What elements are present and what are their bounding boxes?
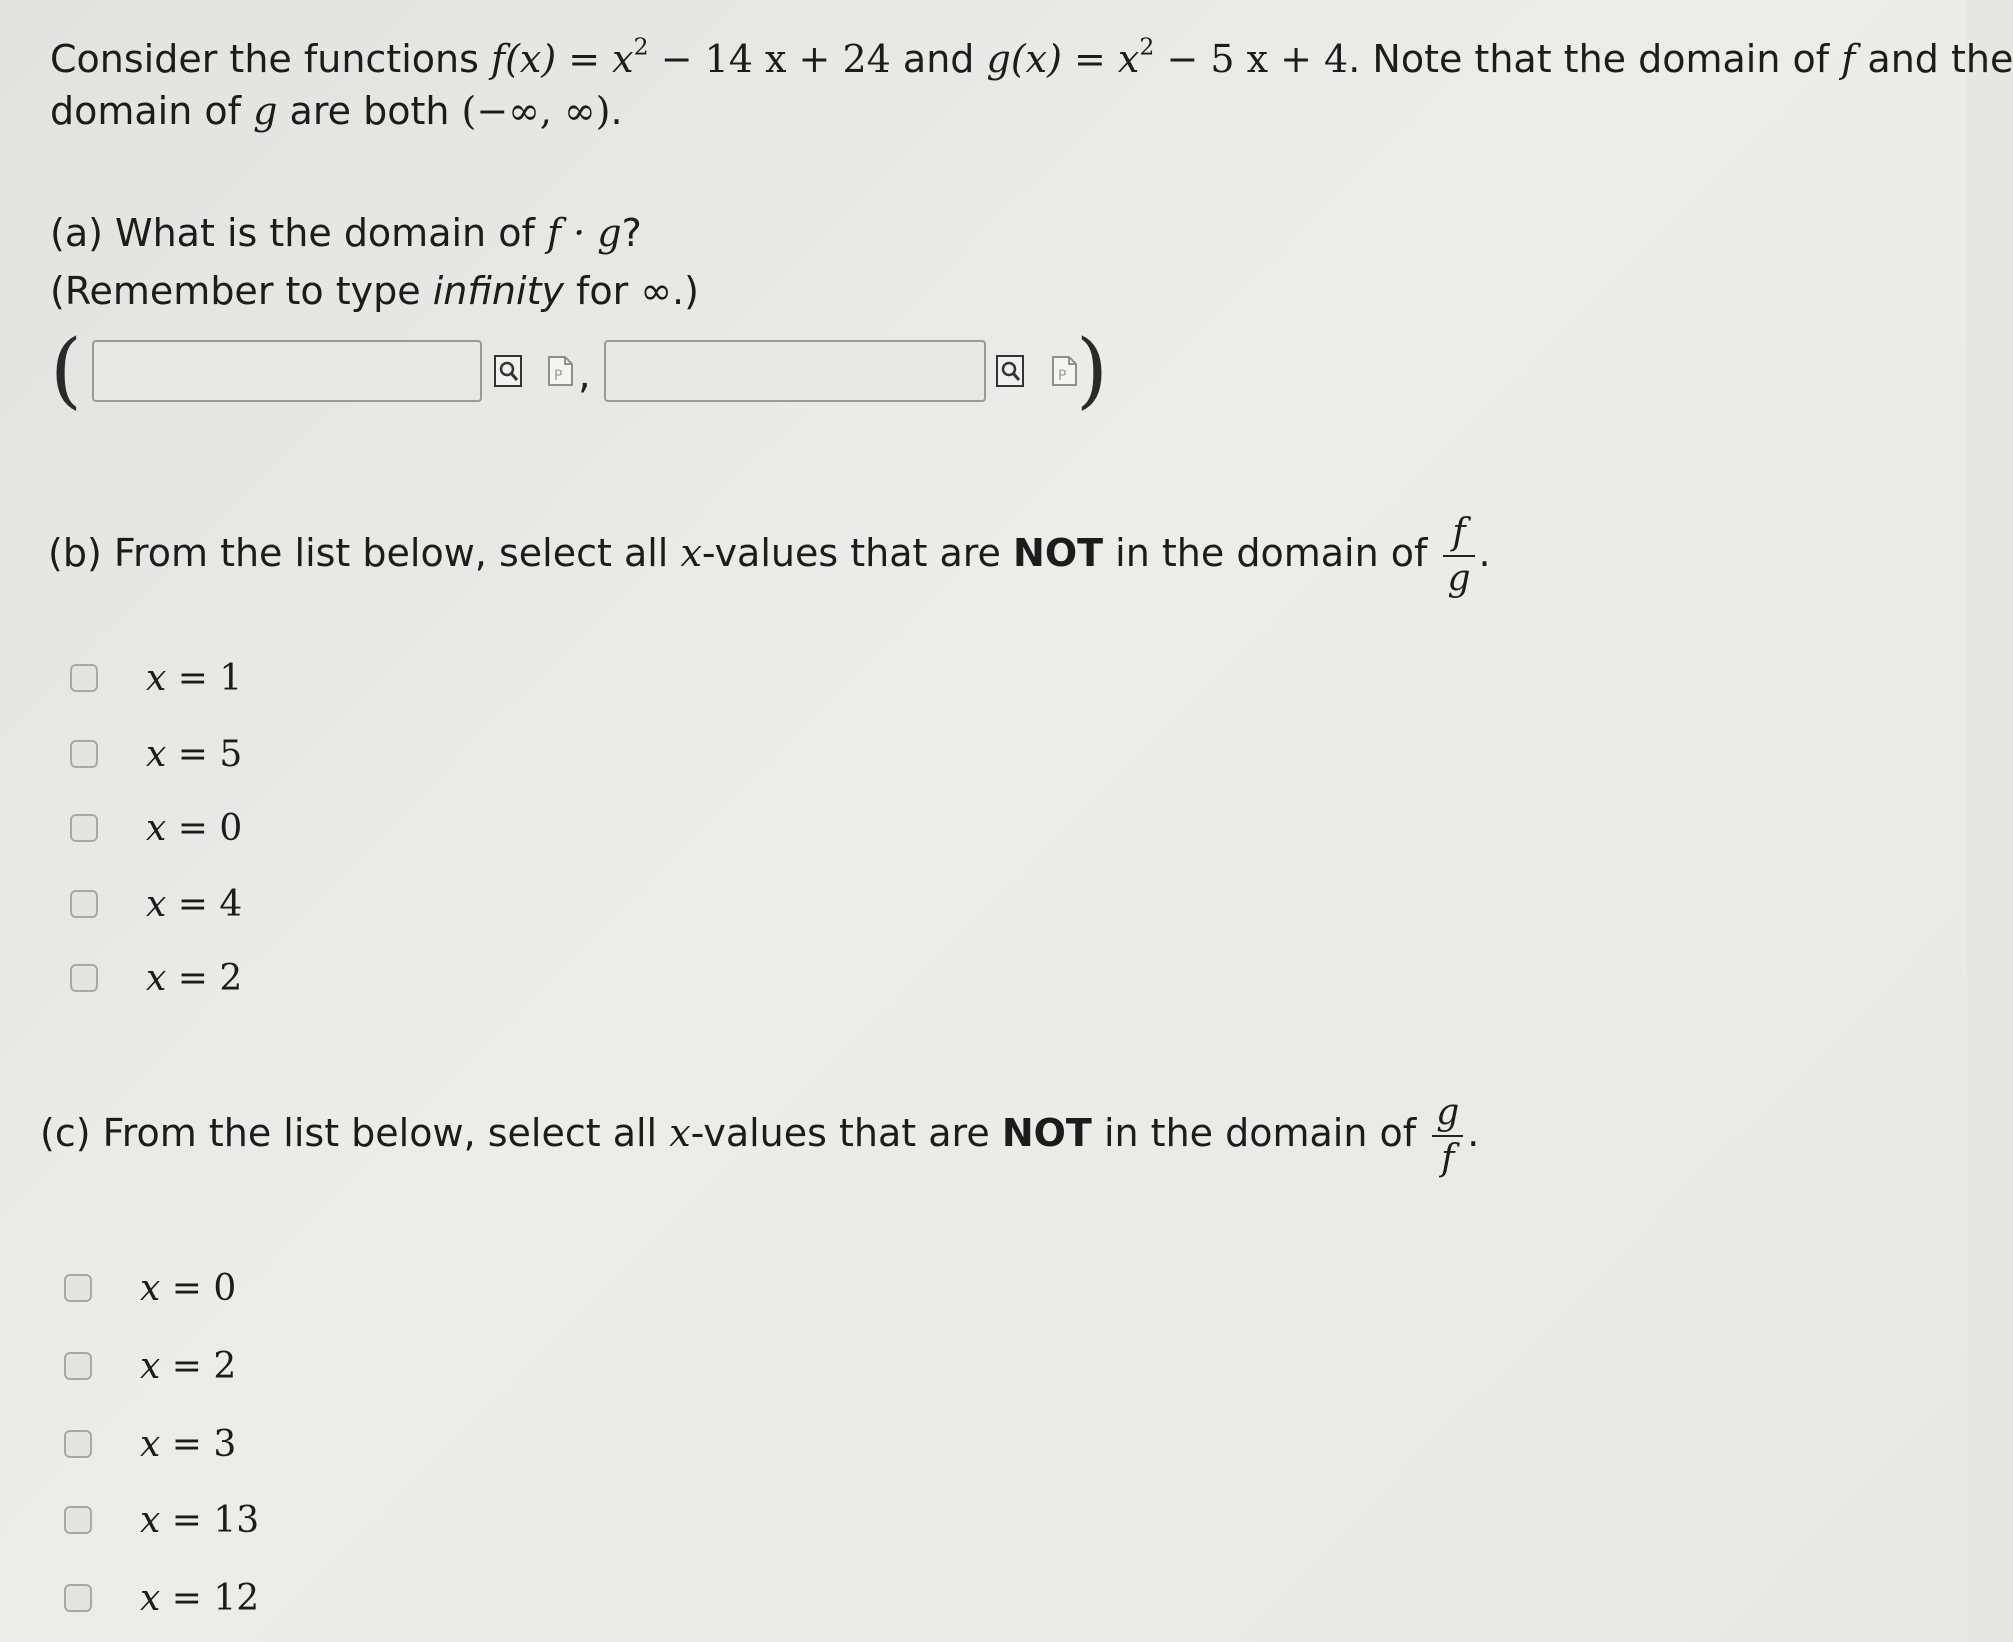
part-a-hint-word: infinity <box>432 269 564 313</box>
option-variable: x <box>140 1577 161 1619</box>
checkbox[interactable] <box>64 1274 92 1302</box>
g-over-f-fraction <box>1432 1093 1463 1179</box>
part-a-label: (a) What is the domain of <box>50 211 535 255</box>
option-variable: x <box>140 1499 161 1541</box>
part-a-hint-a: (Remember to type <box>50 269 421 313</box>
option-variable: x <box>146 807 167 849</box>
fraction-numerator: g <box>1436 1091 1460 1133</box>
f-exponent: 2 <box>633 32 649 61</box>
intro-and-the: and the <box>1867 37 2013 81</box>
option-value: = 5 <box>166 733 243 775</box>
checkbox-option[interactable] <box>70 948 242 1008</box>
option-label <box>140 1500 259 1541</box>
part-c-label-b: -values that are <box>690 1111 990 1155</box>
part-b-label-b: -values that are <box>701 531 1001 575</box>
option-variable: x <box>140 1345 161 1387</box>
option-label <box>146 658 242 699</box>
checkbox-option[interactable] <box>70 798 242 858</box>
checkbox-option[interactable] <box>64 1258 236 1318</box>
interval-comma: , <box>578 352 591 398</box>
option-label <box>146 958 242 999</box>
intro-line-2 <box>50 86 623 136</box>
part-c-label-c: in the domain of <box>1103 1111 1417 1155</box>
paste-icon[interactable] <box>1050 355 1078 387</box>
option-value: = 0 <box>166 807 243 849</box>
svg-text:P: P <box>1058 368 1067 384</box>
g-definition-rhs-a: = x <box>1074 37 1140 81</box>
part-c-var: x <box>669 1111 691 1155</box>
svg-text:P: P <box>554 368 563 384</box>
checkbox[interactable] <box>64 1584 92 1612</box>
g-definition-lhs: g(x) <box>986 37 1062 81</box>
f-over-g-fraction <box>1443 513 1474 599</box>
option-variable: x <box>140 1423 161 1465</box>
option-value: = 2 <box>160 1345 237 1387</box>
fraction-denominator: g <box>1447 557 1471 599</box>
option-value: = 1 <box>166 657 243 699</box>
part-a-hint-b: for ∞.) <box>576 269 699 313</box>
option-label <box>146 734 242 775</box>
checkbox-option[interactable] <box>64 1568 259 1628</box>
option-variable: x <box>146 957 167 999</box>
intro-note: . Note that the domain of <box>1348 37 1830 81</box>
option-value: = 12 <box>160 1577 260 1619</box>
option-value: = 2 <box>166 957 243 999</box>
intro-line-1 <box>50 34 2013 84</box>
intro-and: and <box>902 37 975 81</box>
option-label <box>146 884 242 925</box>
intro-line2-b: are both <box>289 89 450 133</box>
part-b-label-c: in the domain of <box>1115 531 1428 575</box>
intro-period: . <box>610 89 623 133</box>
option-variable: x <box>146 733 167 775</box>
option-value: = 4 <box>166 883 243 925</box>
part-b-var: x <box>680 531 702 575</box>
part-b-end: . <box>1478 531 1491 575</box>
fraction-denominator: f <box>1441 1137 1455 1179</box>
domain-left-input[interactable] <box>92 340 482 402</box>
paste-icon[interactable] <box>546 355 574 387</box>
part-a-qmark: ? <box>621 211 642 255</box>
intro-g: g <box>253 89 278 133</box>
domain-right-input[interactable] <box>604 340 986 402</box>
checkbox[interactable] <box>70 664 98 692</box>
option-label <box>140 1424 236 1465</box>
checkbox-option[interactable] <box>64 1336 236 1396</box>
checkbox-option[interactable] <box>70 724 242 784</box>
option-label <box>140 1268 236 1309</box>
part-b-not: NOT <box>1013 531 1104 575</box>
option-value: = 13 <box>160 1499 260 1541</box>
fraction-bar <box>1443 555 1474 557</box>
checkbox[interactable] <box>64 1506 92 1534</box>
part-c-label-a: (c) From the list below, select all <box>40 1111 658 1155</box>
part-c-end: . <box>1467 1111 1480 1155</box>
option-variable: x <box>146 883 167 925</box>
checkbox[interactable] <box>70 814 98 842</box>
f-definition-lhs: f(x) <box>491 37 557 81</box>
f-definition-rhs-a: = x <box>568 37 634 81</box>
g-exponent: 2 <box>1139 32 1155 61</box>
part-a-expression: f · g <box>546 211 622 255</box>
option-label <box>140 1346 236 1387</box>
checkbox-option[interactable] <box>64 1414 236 1474</box>
g-definition-rhs-c: − 5 x + 4 <box>1166 37 1349 81</box>
preview-icon[interactable] <box>494 355 522 387</box>
checkbox[interactable] <box>70 740 98 768</box>
option-value: = 3 <box>160 1423 237 1465</box>
part-c-question <box>40 1088 1479 1179</box>
option-label <box>140 1578 259 1619</box>
close-paren: ) <box>1076 323 1108 418</box>
option-variable: x <box>146 657 167 699</box>
option-label <box>146 808 242 849</box>
checkbox[interactable] <box>70 964 98 992</box>
intro-interval: (−∞, ∞) <box>461 89 611 133</box>
checkbox-option[interactable] <box>64 1490 259 1550</box>
fraction-numerator: f <box>1452 511 1466 553</box>
intro-f: f <box>1841 37 1856 81</box>
part-a-question <box>50 208 642 258</box>
checkbox[interactable] <box>64 1352 92 1380</box>
open-paren: ( <box>50 323 82 418</box>
checkbox-option[interactable] <box>70 648 242 708</box>
intro-line2-a: domain of <box>50 89 242 133</box>
preview-icon[interactable] <box>996 355 1024 387</box>
part-c-not: NOT <box>1001 1111 1092 1155</box>
f-definition-rhs-c: − 14 x + 24 <box>660 37 891 81</box>
checkbox[interactable] <box>70 890 98 918</box>
part-b-label-a: (b) From the list below, select all <box>48 531 669 575</box>
option-value: = 0 <box>160 1267 237 1309</box>
checkbox[interactable] <box>64 1430 92 1458</box>
fraction-bar <box>1432 1135 1463 1137</box>
checkbox-option[interactable] <box>70 874 242 934</box>
part-b-question <box>48 508 1491 599</box>
intro-prefix: Consider the functions <box>50 37 479 81</box>
part-a-hint <box>50 266 699 316</box>
option-variable: x <box>140 1267 161 1309</box>
